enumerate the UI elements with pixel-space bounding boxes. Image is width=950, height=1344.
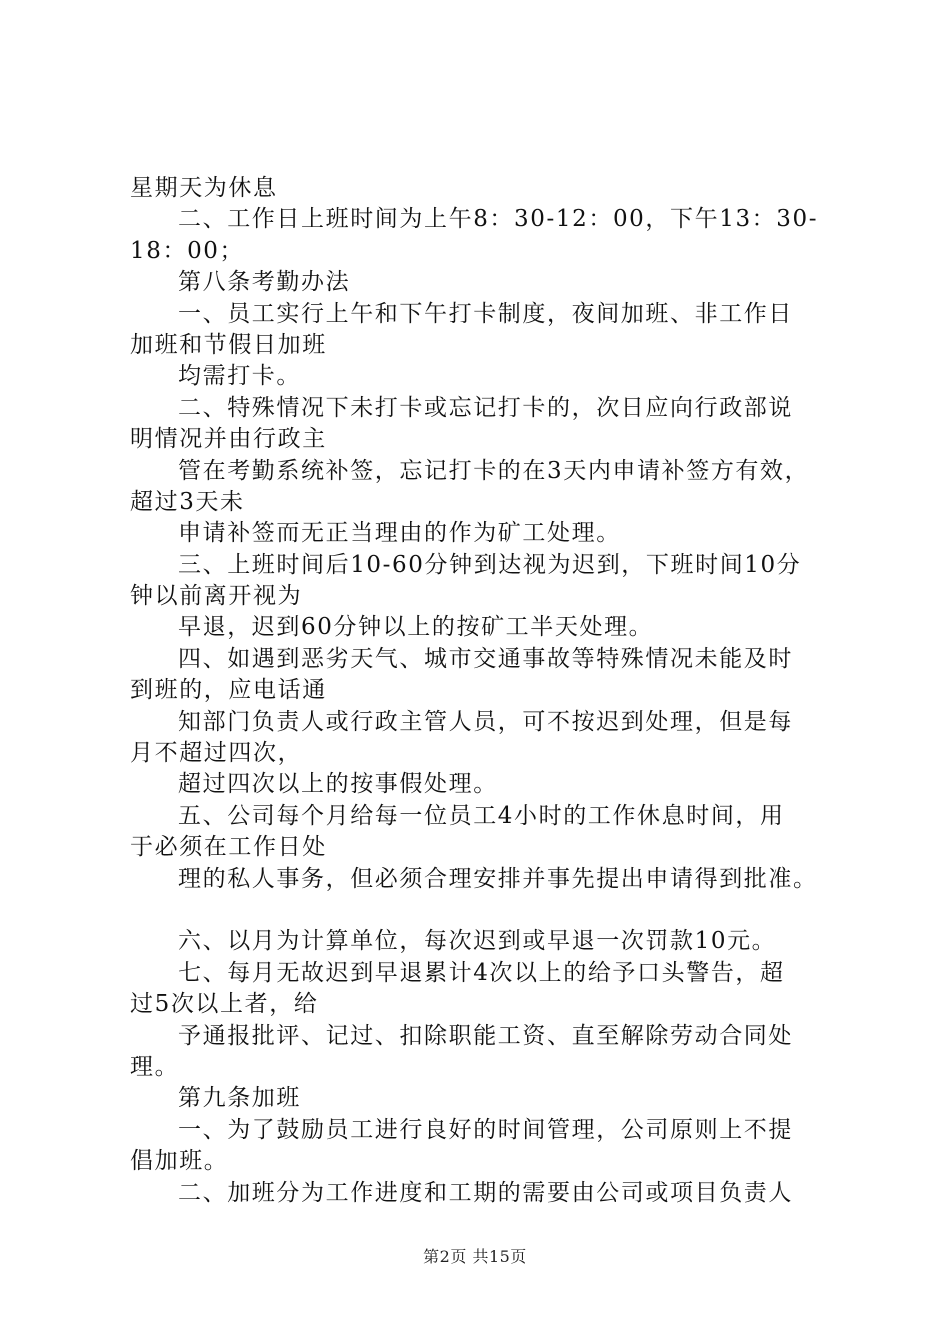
text-line: 申请补签而无正当理由的作为矿工处理。 <box>178 520 621 547</box>
text-line: 三、上班时间后10-60分钟到达视为迟到，下班时间10分 <box>178 551 802 578</box>
text-line: 七、每月无故迟到早退累计4次以上的给予口头警告，超 <box>178 959 785 986</box>
document-body <box>130 173 835 1209</box>
text-line: 五、公司每个月给每一位员工4小时的工作休息时间，用 <box>178 802 785 829</box>
text-line: 明情况并由行政主 <box>130 426 327 453</box>
text-line: 管在考勤系统补签，忘记打卡的在3天内申请补签方有效， <box>178 457 810 484</box>
text-line: 四、如遇到恶劣天气、城市交通事故等特殊情况未能及时 <box>178 645 793 672</box>
text-line: 予通报批评、记过、扣除职能工资、直至解除劳动合同处 <box>178 1022 793 1049</box>
text-line: 二、加班分为工作进度和工期的需要由公司或项目负责人 <box>178 1179 793 1206</box>
blank-line <box>130 895 835 926</box>
section-heading: 第八条考勤办法 <box>178 269 351 296</box>
text-line: 星期天为休息 <box>130 175 278 201</box>
text-line: 过5次以上者，给 <box>130 991 319 1018</box>
text-line: 18：00； <box>130 237 245 264</box>
text-line: 超过四次以上的按事假处理。 <box>178 771 498 798</box>
text-line: 二、特殊情况下未打卡或忘记打卡的，次日应向行政部说 <box>178 394 793 421</box>
text-line: 加班和节假日加班 <box>130 331 327 358</box>
text-line: 超过3天未 <box>130 488 245 515</box>
text-line: 一、员工实行上午和下午打卡制度，夜间加班、非工作日 <box>178 300 793 327</box>
text-line: 六、以月为计算单位，每次迟到或早退一次罚款10元。 <box>178 928 777 955</box>
text-line: 早退，迟到60分钟以上的按矿工半天处理。 <box>178 614 654 641</box>
section-heading: 第九条加班 <box>178 1085 301 1112</box>
text-line: 理的私人事务，但必须合理安排并事先提出申请得到批准。 <box>178 865 818 892</box>
text-line: 于必须在工作日处 <box>130 834 327 861</box>
text-line: 理。 <box>130 1053 180 1080</box>
text-line: 知部门负责人或行政主管人员，可不按迟到处理，但是每 <box>178 708 793 735</box>
text-line: 钟以前离开视为 <box>130 583 303 610</box>
page-number-footer: 第2页 共15页 <box>423 1247 527 1266</box>
text-line: 倡加班。 <box>130 1148 229 1175</box>
text-line: 月不超过四次， <box>130 740 303 767</box>
text-line: 均需打卡。 <box>178 363 301 390</box>
text-line: 到班的，应电话通 <box>130 677 327 704</box>
text-line: 一、为了鼓励员工进行良好的时间管理，公司原则上不提 <box>178 1116 793 1143</box>
text-line: 二、工作日上班时间为上午8：30-12：00，下午13：30- <box>178 206 819 233</box>
